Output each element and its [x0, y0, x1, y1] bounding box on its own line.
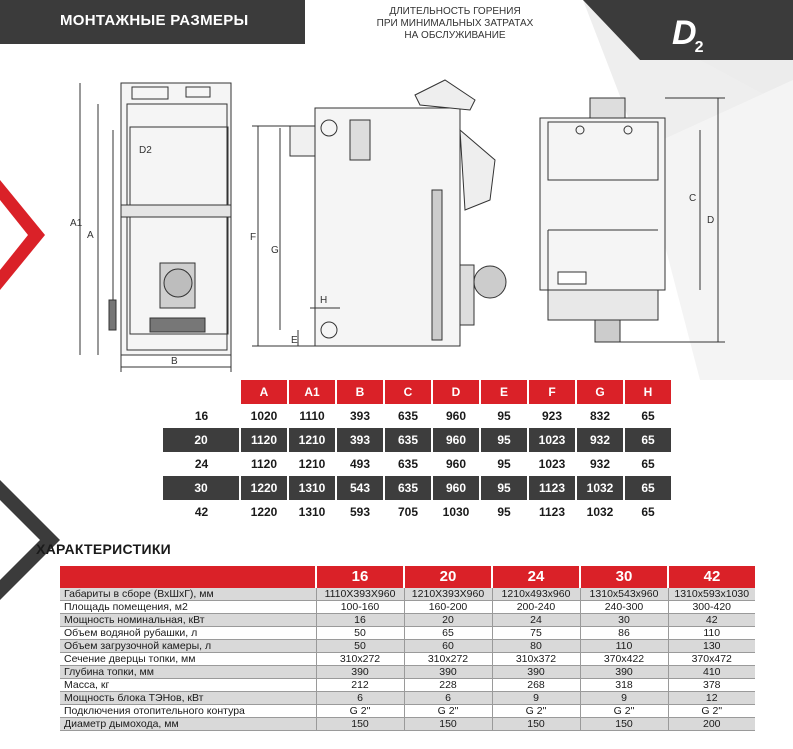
- value-cell: 1220: [240, 500, 288, 524]
- dim-label-a: A: [87, 230, 94, 241]
- spec-value: 390: [316, 666, 404, 679]
- spec-value: 6: [404, 692, 492, 705]
- value-cell: 960: [432, 428, 480, 452]
- spec-value: 100-160: [316, 601, 404, 614]
- model-header-cell: 24: [492, 566, 580, 588]
- spec-label: Масса, кг: [60, 679, 316, 692]
- spec-value: 110: [580, 640, 668, 653]
- model-cell: 30: [163, 476, 240, 500]
- spec-value: 80: [492, 640, 580, 653]
- spec-value: 160-200: [404, 601, 492, 614]
- dim-label-c: C: [689, 193, 697, 204]
- spec-value: 20: [404, 614, 492, 627]
- value-cell: 635: [384, 476, 432, 500]
- header-cell: C: [384, 380, 432, 404]
- spec-value: 310x372: [492, 653, 580, 666]
- header-cell: H: [624, 380, 672, 404]
- dimensions-table: [163, 380, 673, 524]
- value-cell: 1032: [576, 476, 624, 500]
- dim-label-f: F: [250, 232, 257, 243]
- value-cell: 1120: [240, 452, 288, 476]
- value-cell: 1032: [576, 500, 624, 524]
- spec-value: 16: [316, 614, 404, 627]
- brand-logo: $D_2$: [672, 14, 702, 56]
- specs-row: [60, 679, 755, 692]
- model-header-cell: 42: [668, 566, 755, 588]
- model-cell: 16: [163, 404, 240, 428]
- header-cell: A: [240, 380, 288, 404]
- header-cell: G: [576, 380, 624, 404]
- spec-label: Диаметр дымохода, мм: [60, 718, 316, 731]
- spec-value: 30: [580, 614, 668, 627]
- dimensions-row: [163, 476, 672, 500]
- model-header-cell: 16: [316, 566, 404, 588]
- dimensions-row: [163, 452, 672, 476]
- value-cell: 593: [336, 500, 384, 524]
- spec-value: 50: [316, 627, 404, 640]
- value-cell: 932: [576, 428, 624, 452]
- spec-value: G 2": [404, 705, 492, 718]
- dim-label-g: G: [271, 245, 279, 256]
- dim-label-d: D: [707, 215, 715, 226]
- model-header-cell: 30: [580, 566, 668, 588]
- dim-label-e: E: [291, 335, 298, 346]
- spec-label: Сечение дверцы топки, мм: [60, 653, 316, 666]
- header-cell-blank: [60, 566, 316, 588]
- value-cell: 65: [624, 428, 672, 452]
- spec-value: 150: [316, 718, 404, 731]
- spec-value: G 2": [668, 705, 755, 718]
- spec-value: 60: [404, 640, 492, 653]
- spec-value: 150: [492, 718, 580, 731]
- spec-label: Подключения отопительного контура: [60, 705, 316, 718]
- spec-value: 24: [492, 614, 580, 627]
- value-cell: 932: [576, 452, 624, 476]
- spec-value: 212: [316, 679, 404, 692]
- value-cell: 65: [624, 500, 672, 524]
- value-cell: 705: [384, 500, 432, 524]
- spec-value: 42: [668, 614, 755, 627]
- specs-table: [60, 566, 755, 731]
- specs-row: [60, 705, 755, 718]
- spec-value: G 2": [492, 705, 580, 718]
- header-cell-blank: [163, 380, 240, 404]
- spec-label: Площадь помещения, м2: [60, 601, 316, 614]
- specs-row: [60, 692, 755, 705]
- value-cell: 635: [384, 452, 432, 476]
- dimensions-row: [163, 428, 672, 452]
- header-cell: B: [336, 380, 384, 404]
- value-cell: 832: [576, 404, 624, 428]
- value-cell: 65: [624, 404, 672, 428]
- model-cell: 20: [163, 428, 240, 452]
- dim-label-b: B: [171, 356, 178, 367]
- spec-value: 1110X393X960: [316, 588, 404, 601]
- spec-value: 50: [316, 640, 404, 653]
- value-cell: 1020: [240, 404, 288, 428]
- front-panel-logo: D2: [139, 145, 152, 156]
- value-cell: 95: [480, 500, 528, 524]
- dim-label-h: H: [320, 295, 328, 306]
- spec-value: 75: [492, 627, 580, 640]
- spec-value: 240-300: [580, 601, 668, 614]
- value-cell: 1023: [528, 452, 576, 476]
- value-cell: 95: [480, 404, 528, 428]
- value-cell: 1210: [288, 452, 336, 476]
- value-cell: 1110: [288, 404, 336, 428]
- value-cell: 393: [336, 428, 384, 452]
- value-cell: 1310: [288, 476, 336, 500]
- value-cell: 1120: [240, 428, 288, 452]
- spec-value: 1210X393X960: [404, 588, 492, 601]
- spec-value: 200-240: [492, 601, 580, 614]
- spec-value: 410: [668, 666, 755, 679]
- spec-label: Мощность номинальная, кВт: [60, 614, 316, 627]
- spec-value: 6: [316, 692, 404, 705]
- value-cell: 1123: [528, 476, 576, 500]
- specs-row: [60, 627, 755, 640]
- spec-value: 1310x593x1030: [668, 588, 755, 601]
- dim-label-a1: A1: [70, 218, 83, 229]
- specs-row: [60, 666, 755, 679]
- spec-value: 1310x543x960: [580, 588, 668, 601]
- back-view-drawing: [540, 98, 725, 342]
- spec-value: 130: [668, 640, 755, 653]
- spec-value: 12: [668, 692, 755, 705]
- spec-value: G 2": [316, 705, 404, 718]
- spec-label: Габариты в сборе (ВхШхГ), мм: [60, 588, 316, 601]
- header-cell: E: [480, 380, 528, 404]
- value-cell: 1030: [432, 500, 480, 524]
- value-cell: 65: [624, 476, 672, 500]
- spec-value: 228: [404, 679, 492, 692]
- value-cell: 960: [432, 476, 480, 500]
- spec-value: 110: [668, 627, 755, 640]
- spec-value: 150: [404, 718, 492, 731]
- model-header-cell: 20: [404, 566, 492, 588]
- side-view-drawing: [252, 80, 506, 346]
- spec-label: Мощность блока ТЭНов, кВт: [60, 692, 316, 705]
- header-cell: A1: [288, 380, 336, 404]
- spec-value: 150: [580, 718, 668, 731]
- value-cell: 543: [336, 476, 384, 500]
- value-cell: 960: [432, 404, 480, 428]
- spec-value: 200: [668, 718, 755, 731]
- spec-value: 65: [404, 627, 492, 640]
- spec-value: 300-420: [668, 601, 755, 614]
- dimensions-row: [163, 404, 672, 428]
- value-cell: 960: [432, 452, 480, 476]
- spec-value: 390: [580, 666, 668, 679]
- specs-row: [60, 614, 755, 627]
- header-cell: F: [528, 380, 576, 404]
- spec-value: 310x272: [316, 653, 404, 666]
- specs-title: ХАРАКТЕРИСТИКИ: [36, 541, 172, 557]
- spec-value: 1210x493x960: [492, 588, 580, 601]
- specs-row: [60, 718, 755, 731]
- value-cell: 95: [480, 476, 528, 500]
- value-cell: 493: [336, 452, 384, 476]
- header-subtitle: ДЛИТЕЛЬНОСТЬ ГОРЕНИЯ ПРИ МИНИМАЛЬНЫХ ЗАТРАТАХ НА ОБСЛУЖИВАНИЕ: [376, 6, 534, 41]
- header-cell: D: [432, 380, 480, 404]
- spec-value: 9: [492, 692, 580, 705]
- spec-value: 310x272: [404, 653, 492, 666]
- value-cell: 635: [384, 428, 432, 452]
- specs-row: [60, 653, 755, 666]
- value-cell: 95: [480, 452, 528, 476]
- spec-value: 370x472: [668, 653, 755, 666]
- spec-value: 9: [580, 692, 668, 705]
- value-cell: 1220: [240, 476, 288, 500]
- model-cell: 42: [163, 500, 240, 524]
- page-title: МОНТАЖНЫЕ РАЗМЕРЫ: [60, 12, 249, 29]
- spec-value: 378: [668, 679, 755, 692]
- spec-value: 318: [580, 679, 668, 692]
- dimensions-header-row: [163, 380, 672, 404]
- specs-row: [60, 588, 755, 601]
- spec-label: Объем водяной рубашки, л: [60, 627, 316, 640]
- dimensions-row: [163, 500, 672, 524]
- spec-value: G 2": [580, 705, 668, 718]
- value-cell: 1023: [528, 428, 576, 452]
- spec-value: 390: [492, 666, 580, 679]
- spec-value: 86: [580, 627, 668, 640]
- value-cell: 393: [336, 404, 384, 428]
- spec-value: 390: [404, 666, 492, 679]
- value-cell: 65: [624, 452, 672, 476]
- spec-label: Объем загрузочной камеры, л: [60, 640, 316, 653]
- specs-header-row: [60, 566, 755, 588]
- model-cell: 24: [163, 452, 240, 476]
- spec-value: 370x422: [580, 653, 668, 666]
- front-view-drawing: [80, 83, 231, 372]
- value-cell: 1210: [288, 428, 336, 452]
- spec-value: 268: [492, 679, 580, 692]
- value-cell: 635: [384, 404, 432, 428]
- spec-label: Глубина топки, мм: [60, 666, 316, 679]
- value-cell: 95: [480, 428, 528, 452]
- specs-row: [60, 640, 755, 653]
- value-cell: 923: [528, 404, 576, 428]
- specs-row: [60, 601, 755, 614]
- value-cell: 1310: [288, 500, 336, 524]
- value-cell: 1123: [528, 500, 576, 524]
